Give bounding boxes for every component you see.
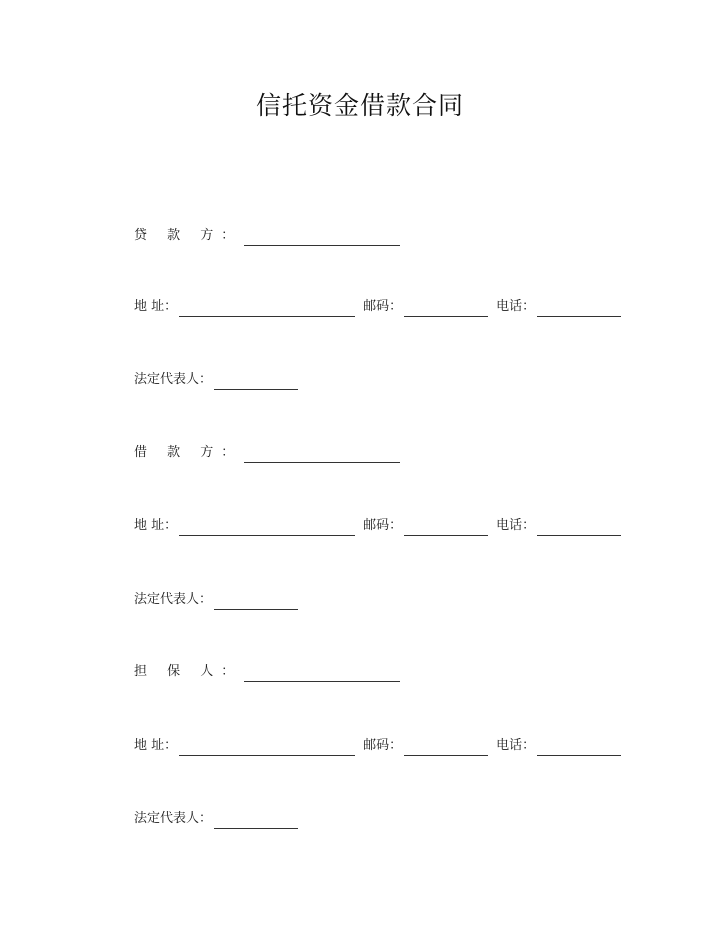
guarantor-phone-label: 电话： bbox=[496, 738, 536, 753]
borrower-party-row bbox=[134, 443, 400, 463]
borrower-address-field[interactable] bbox=[179, 521, 355, 536]
borrower-phone-field[interactable] bbox=[537, 521, 621, 536]
borrower-address-row bbox=[134, 516, 621, 536]
borrower-party-field[interactable] bbox=[244, 448, 400, 463]
borrower-address-label: 地 址： bbox=[134, 518, 178, 533]
lender-party-row bbox=[134, 226, 400, 246]
lender-party-label: 贷 款 方： bbox=[134, 228, 243, 243]
lender-rep-row bbox=[134, 370, 298, 390]
borrower-postcode-field[interactable] bbox=[404, 521, 488, 536]
borrower-rep-label: 法定代表人： bbox=[134, 592, 213, 607]
guarantor-party-label: 担 保 人： bbox=[134, 664, 243, 679]
lender-phone-label: 电话： bbox=[496, 299, 536, 314]
borrower-party-label: 借 款 方： bbox=[134, 445, 243, 460]
lender-address-row bbox=[134, 297, 621, 317]
guarantor-postcode-field[interactable] bbox=[404, 741, 488, 756]
lender-party-field[interactable] bbox=[244, 231, 400, 246]
guarantor-rep-field[interactable] bbox=[214, 814, 298, 829]
document-title: 信托资金借款合同 bbox=[255, 91, 464, 120]
lender-address-label: 地 址： bbox=[134, 299, 178, 314]
lender-rep-field[interactable] bbox=[214, 375, 298, 390]
guarantor-address-label: 地 址： bbox=[134, 738, 178, 753]
lender-phone-field[interactable] bbox=[537, 302, 621, 317]
borrower-postcode-label: 邮码： bbox=[363, 518, 403, 533]
guarantor-party-field[interactable] bbox=[244, 667, 400, 682]
borrower-rep-row bbox=[134, 590, 298, 610]
guarantor-rep-row bbox=[134, 809, 298, 829]
guarantor-postcode-label: 邮码： bbox=[363, 738, 403, 753]
lender-postcode-label: 邮码： bbox=[363, 299, 403, 314]
lender-rep-label: 法定代表人： bbox=[134, 372, 213, 387]
borrower-rep-field[interactable] bbox=[214, 595, 298, 610]
guarantor-address-row bbox=[134, 736, 621, 756]
guarantor-phone-field[interactable] bbox=[537, 741, 621, 756]
lender-address-field[interactable] bbox=[179, 302, 355, 317]
guarantor-rep-label: 法定代表人： bbox=[134, 811, 213, 826]
borrower-phone-label: 电话： bbox=[496, 518, 536, 533]
guarantor-party-row bbox=[134, 662, 400, 682]
lender-postcode-field[interactable] bbox=[404, 302, 488, 317]
guarantor-address-field[interactable] bbox=[179, 741, 355, 756]
